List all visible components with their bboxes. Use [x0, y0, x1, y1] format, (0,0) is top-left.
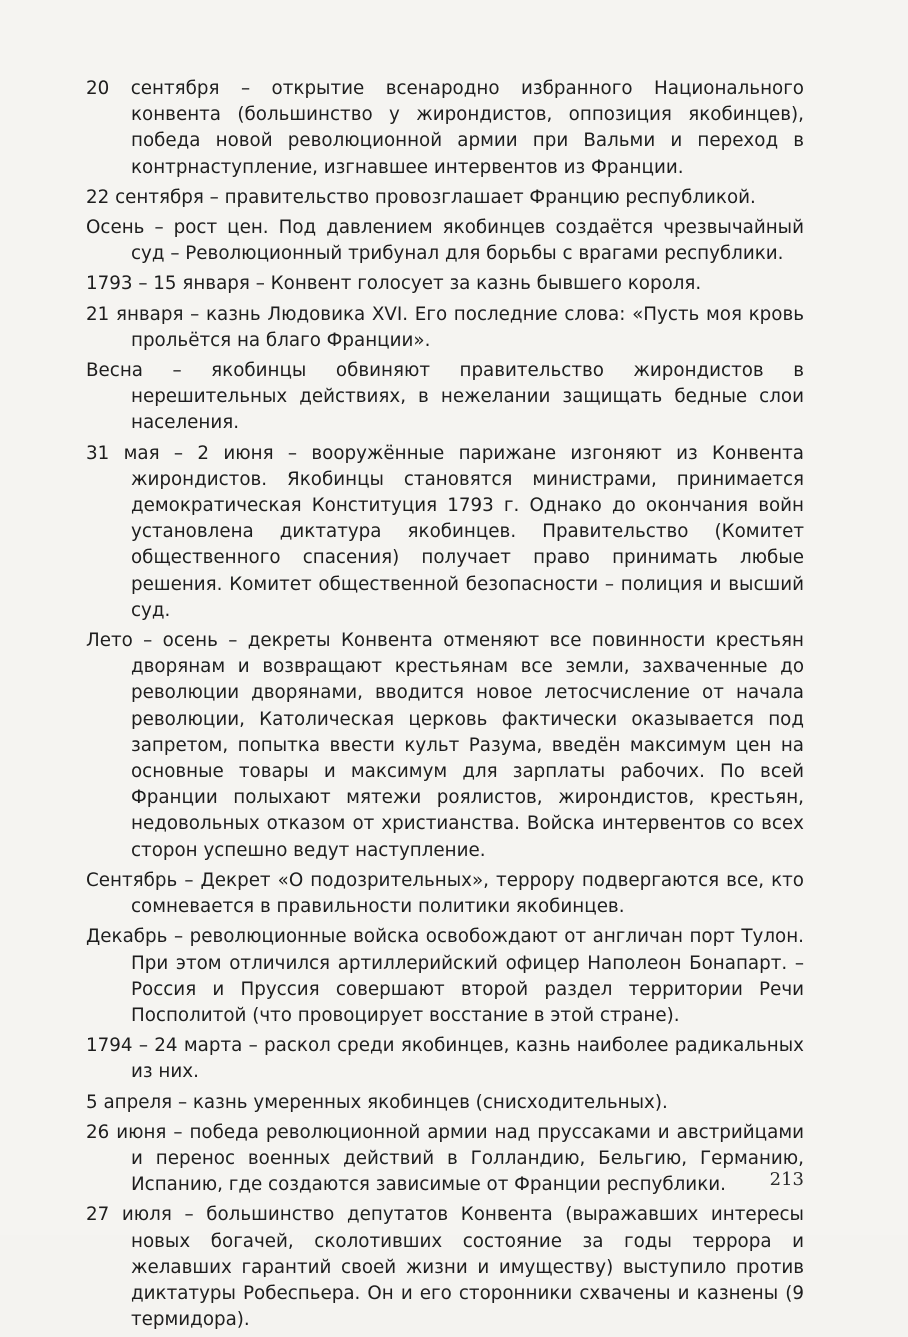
entry-september — [86, 868, 804, 920]
entry-1794-24-march — [86, 1033, 804, 1085]
entry-27-july — [86, 1202, 804, 1333]
entry-31-may-2-june — [86, 441, 804, 624]
entry-text: Декабрь – революционные войска освобождают от англичан порт Тулон. При этом отличился артиллерийский офицер Наполеон Бонапарт. – Россия и Пруссия совершают второй раздел территории Речи Посполитой (что провоцирует восстание в этой стране). — [86, 926, 804, 1026]
entry-21-january — [86, 302, 804, 354]
entry-autumn — [86, 215, 804, 267]
entry-26-june — [86, 1120, 804, 1199]
entry-december — [86, 924, 804, 1029]
entry-text: Лето – осень – декреты Конвента отменяют все повинности крестьян дворянам и возвращают крестьянам все земли, захваченные до революции дворянами, вводится новое летосчисление от начала революции, Католическая церковь фактически оказывается под запретом, попытка ввести культ Разума, введён максимум цен на основные товары и максимум для зарплаты рабочих. По всей Франции полыхают мятежи роялистов, жирондистов, крестьян, недовольных отказом от христианства. Войска интервентов со всех сторон успешно ведут наступление. — [86, 630, 804, 861]
chronology-entries — [86, 76, 804, 1337]
page-number: 213 — [769, 1169, 804, 1190]
entry-text: Весна – якобинцы обвиняют правительство жирондистов в нерешительных действиях, в нежелании защищать бедные слои населения. — [86, 360, 804, 434]
entry-5-april — [86, 1090, 804, 1116]
entry-text: 31 мая – 2 июня – вооружённые парижане изгоняют из Конвента жирондистов. Якобинцы становятся министрами, принимается демократическая Конституция 1793 г. Однако до окончания войн установлена диктатура якобинцев. Правительство (Комитет общественного спасения) получает право принимать любые решения. Комитет общественной безопасности – полиция и высший суд. — [86, 442, 804, 621]
entry-text: 27 июля – большинство депутатов Конвента (выражавших интересы новых богачей, сколотивших состояние за годы террора и желавших гарантий своей жизни и имуществу) выступило против диктатуры Робеспьера. Он и его сторонники схвачены и казнены (9 термидора). — [86, 1204, 804, 1331]
entry-summer-autumn — [86, 628, 804, 864]
entry-text: 26 июня – победа революционной армии над пруссаками и австрийцами и перенос военных действий в Голландию, Бельгию, Германию, Испанию, где создаются зависимые от Франции республики. — [86, 1121, 804, 1196]
entry-22-september — [86, 185, 804, 211]
entry-text: 21 января – казнь Людовика XVI. Его последние слова: «Пусть моя кровь прольётся на благо Франции». — [86, 303, 804, 351]
entry-20-september — [86, 76, 804, 181]
entry-text: Осень – рост цен. Под давлением якобинцев создаётся чрезвычайный суд – Революционный трибунал для борьбы с врагами республики. — [86, 217, 804, 265]
entry-text: 1793 – 15 января – Конвент голосует за казнь бывшего короля. — [86, 273, 702, 295]
entry-text: 20 сентября – открытие всенародно избранного Национального конвента (большинство у жирондистов, оппозиция якобинцев), победа новой революционной армии при Вальми и переход в контрнаступление, изгнавшее интервентов из Франции. — [86, 78, 804, 178]
entry-1793-15-january — [86, 271, 804, 297]
entry-spring — [86, 358, 804, 437]
entry-text: 1794 – 24 марта – раскол среди якобинцев, казнь наиболее радикальных из них. — [86, 1035, 804, 1083]
entry-text: Сентябрь – Декрет «О подозрительных», террору подвергаются все, кто сомневается в правильности политики якобинцев. — [86, 869, 804, 918]
entry-text: 5 апреля – казнь умеренных якобинцев (снисходительных). — [86, 1091, 668, 1113]
entry-text: 22 сентября – правительство провозглашает Францию республикой. — [86, 186, 756, 208]
